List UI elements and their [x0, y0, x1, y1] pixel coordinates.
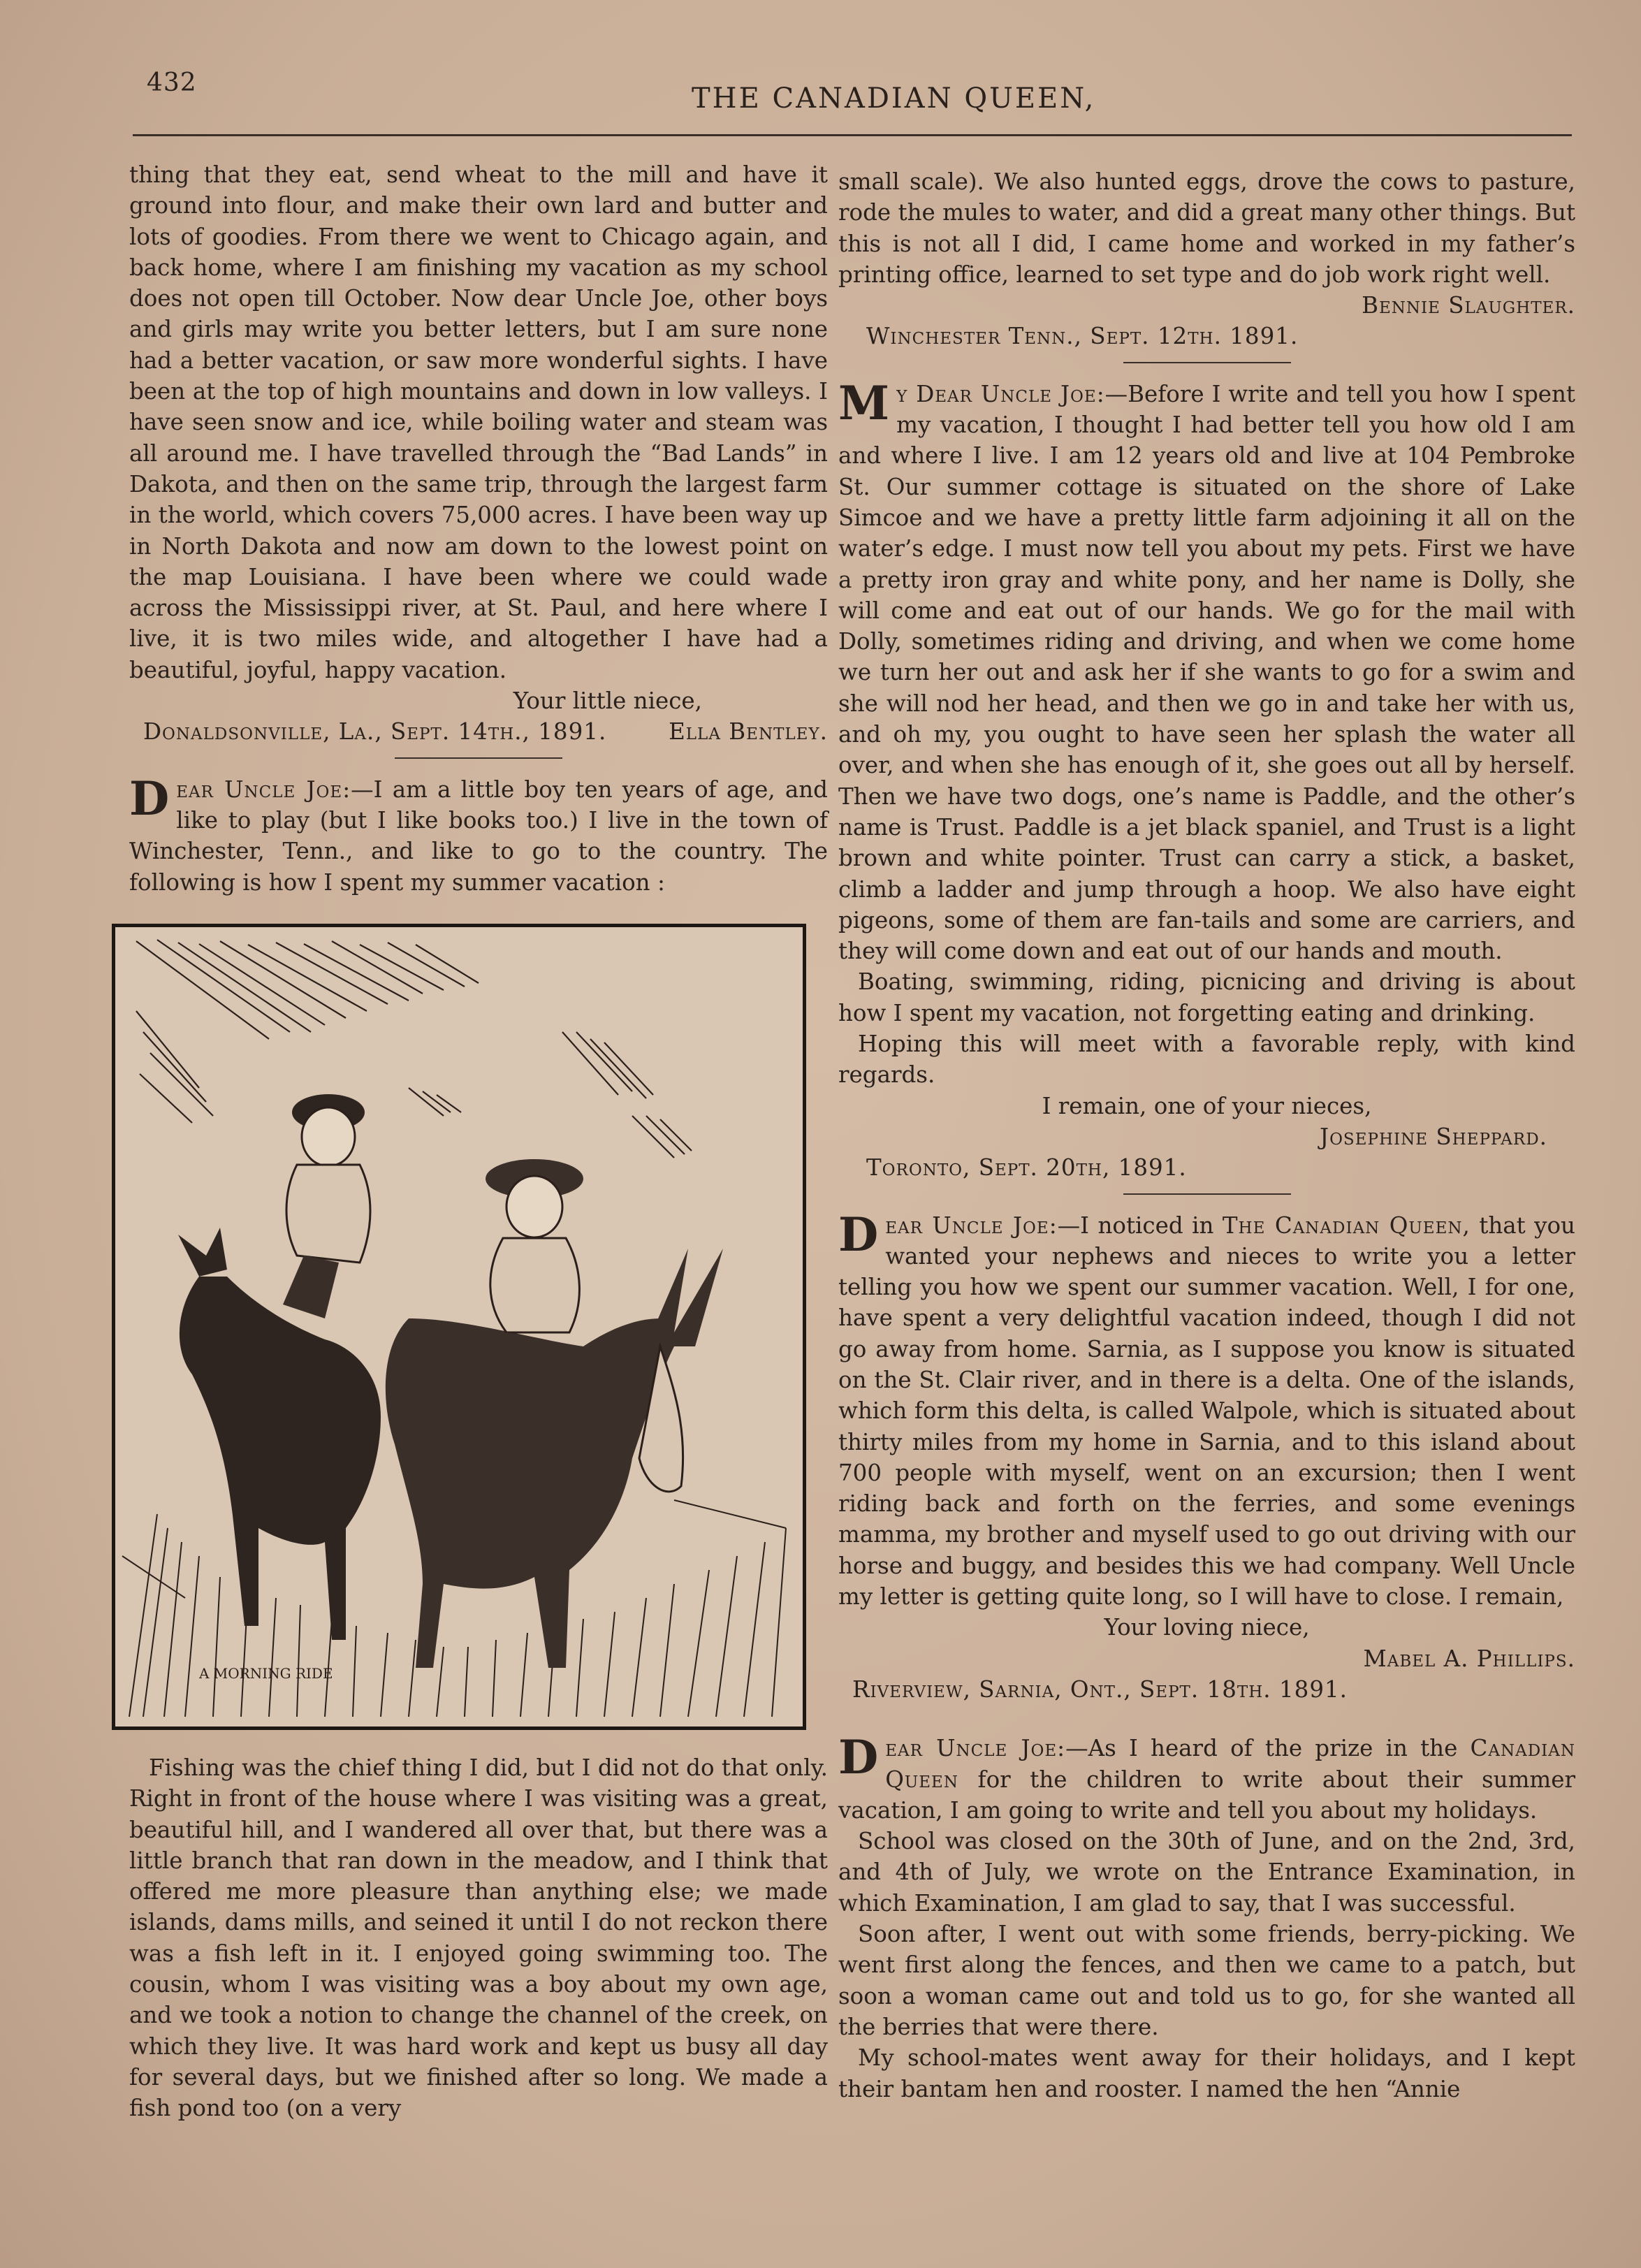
page-number: 432 [147, 68, 197, 97]
letter-4-salutation: ear Uncle Joe: [885, 1212, 1058, 1239]
letter-2-name: Bennie Slaughter. [1362, 292, 1575, 319]
letter-4-dropcap: D [838, 1207, 879, 1262]
page-header [133, 64, 1572, 148]
letter-4-body [838, 1207, 1575, 1613]
letter-3-dropcap: M [838, 375, 890, 430]
child-left [283, 1094, 370, 1318]
letter-4-body-a: —I noticed in [1057, 1212, 1223, 1239]
running-title: THE CANADIAN QUEEN, [692, 82, 1096, 115]
section-divider [1123, 1193, 1291, 1195]
letter-5-body-a: —As I heard of the prize in the [1065, 1735, 1471, 1762]
illustration-morning-ride [112, 924, 803, 1727]
letter-3-paragraph-2: Boating, swimming, riding, picnicing and driving is about how I spent my vacation, not forgetting eating and drinking. [838, 968, 1575, 1026]
letter-3-place: Toronto, Sept. 20th, 1891. [866, 1154, 1187, 1182]
letter-2-place: Winchester Tenn., Sept. 12th. 1891. [866, 323, 1299, 350]
letter-2-dropcap: D [129, 771, 170, 826]
letter-4-closing: Your loving niece, [1104, 1614, 1310, 1641]
section-divider [1123, 362, 1291, 363]
illustration-caption: A MORNING RIDE [199, 1665, 333, 1682]
letter-5-paragraph-3: Soon after, I went out with some friends, berry-picking. We went first along the fences, and then we came to a patch, but soon a woman came out and told us to go, for she wanted all the berries that were there. [838, 1921, 1575, 2040]
header-rule [133, 134, 1572, 136]
letter-3-name: Josephine Sheppard. [1320, 1123, 1547, 1150]
letter-5-magazine-name: Canadian Queen [885, 1735, 1575, 1793]
letter-3-body-text: —Before I write and tell you how I spent my vacation, I thought I had better tell you how old I am and where I live. I am 12 years old and live at 104 Pembroke St. Our summer cottage is situated on the shore of Lake Simcoe and we have a pretty little farm adjoining it all on the water’s edge. I must now tell you about my pets. First we have a pretty iron gray and white pony, and her name is Dolly, she will come and eat out of our hands. We go for the mail with Dolly, sometimes riding and driving, and when we come home we turn her out and ask her if she wants to go for a swim and she will nod her head, and then we go in and take her with us, and oh my, you ought to have seen her splash the water all over, and when she has enough of it, she goes out all by herself. Then we have two dogs, one’s name is Paddle, and the other’s name is Trust. Paddle is a jet black spaniel, and Trust is a light brown and white pointer. Trust can carry a stick, a basket, climb a ladder and jump through a hoop. We also have eight pigeons, some of them are fan-tails and some are carriers, and they will come down and eat out of our hands and mouth. [838, 380, 1575, 965]
letter-2-intro-text: —I am a little boy ten years of age, and like to play (but I like books too.) I live in the town of Winchester, Tenn., and like to go to the country. The following is how I spent my summer vacation : [129, 776, 828, 896]
spacer [838, 1705, 1575, 1733]
letter-1-body: thing that they eat, send wheat to the mill and have it ground into flour, and make their own lard and butter and lots of goodies. From there we went to Chicago again, and back home, where I am finishing my vacation as my school does not open till October. Now dear Uncle Joe, other boys and girls may write you better letters, but I am sure none had a better vacation, or saw more wonderful sights. I have been at the top of high mountains and down in low valleys. I have seen snow and ice, while boiling water and steam was all around me. I have travelled through the “Bad Lands” in Dakota, and then on the same trip, through the largest farm in the world, which covers 75,000 acres. I have been way up in North Dakota and now am down to the lowest point on the map Louisiana. I have been where we could wade across the Mississippi river, at St. Paul, and here where I live, it is two miles wide, and altogether I have had a beautiful, joyful, happy vacation. [129, 161, 828, 683]
letter-5-paragraph-4: My school-mates went away for their holidays, and I kept their bantam hen and rooster. I named the hen “Annie [838, 2044, 1575, 2102]
letter-3-salutation: y Dear Uncle Joe: [896, 380, 1105, 407]
letter-2-body: Fishing was the chief thing I did, but I did not do that only. Right in front of the house where I was visiting was a great, beautiful hill, and I wandered all over that, but there was a little branch that ran down in the meadow, and I think that offered me more pleasure than anything else; we made islands, dams mills, and seined it until I do not reckon there was a fish left in it. I enjoyed going swimming too. The cousin, whom I was visiting was a boy about my own age, and we took a notion to change the channel of the creek, on which they live. It was hard work and kept us busy all day for several days, but we finished after so long. We made a fish pond too (on a very [129, 1754, 828, 2122]
letter-1-place: Donaldsonville, La., Sept. 14th., 1891. [143, 718, 607, 746]
engraving-children-on-donkeys [115, 927, 803, 1727]
letter-5-body [838, 1730, 1575, 1826]
sky-hatching [136, 940, 692, 1158]
left-column-bottom [129, 1752, 828, 2124]
letter-4-magazine-name: The Canadian Queen, [1222, 1212, 1471, 1239]
letter-2-continued: small scale). We also hunted eggs, drove the cows to pasture, rode the mules to water, and did a great many other things. But this is not all I did, I came home and worked in my father’s printing office, learned to set type and do job work right well. [838, 168, 1575, 288]
right-column [838, 166, 1575, 2105]
letter-1-closing: Your little niece, [513, 688, 702, 715]
letter-3-paragraph-3: Hoping this will meet with a favorable reply, with kind regards. [838, 1031, 1575, 1089]
letter-4-place: Riverview, Sarnia, Ont., Sept. 18th. 1891. [852, 1675, 1348, 1703]
letter-5-body-b: for the children to write about their summer vacation, I am going to write and tell you about my holidays. [838, 1766, 1575, 1824]
letter-3-body [838, 375, 1575, 967]
letter-4-body-b: that you wanted your nephews and nieces to write you a letter telling you how we spent our summer vacation. Well, I for one, have spent a very delightful vacation indeed, though I did not go away from home. Sarnia, as I suppose you know is situated on the St. Clair river, and in there is a delta. One of the islands, which form this delta, is called Walpole, which is situated about thirty miles from my home in Sarnia, and to this island about 700 people with myself, went on an excursion; then I went riding back and forth on the ferries, and some evenings mamma, my brother and myself used to go out driving with our horse and buggy, and besides this we had company. Well Uncle my letter is getting quite long, so I will have to close. I remain, [838, 1212, 1575, 1611]
left-donkey [178, 1228, 381, 1640]
letter-3-closing: I remain, one of your nieces, [1042, 1092, 1372, 1119]
letter-1-name: Ella Bentley. [669, 718, 828, 746]
letter-4-name: Mabel A. Phillips. [1363, 1645, 1575, 1672]
illustration-frame [112, 924, 806, 1730]
letter-5-paragraph-2: School was closed on the 30th of June, and on the 2nd, 3rd, and 4th of July, we wrote on the Entrance Examination, in which Examination, I am glad to say, that I was successful. [838, 1828, 1575, 1917]
letter-2-salutation: ear Uncle Joe: [176, 776, 351, 803]
letter-2-intro [129, 771, 828, 898]
section-divider [395, 757, 562, 759]
letter-5-salutation: ear Uncle Joe: [885, 1735, 1066, 1762]
left-column-top [129, 159, 828, 898]
letter-5-dropcap: D [838, 1730, 879, 1785]
letter-1-signature-line [129, 716, 828, 747]
